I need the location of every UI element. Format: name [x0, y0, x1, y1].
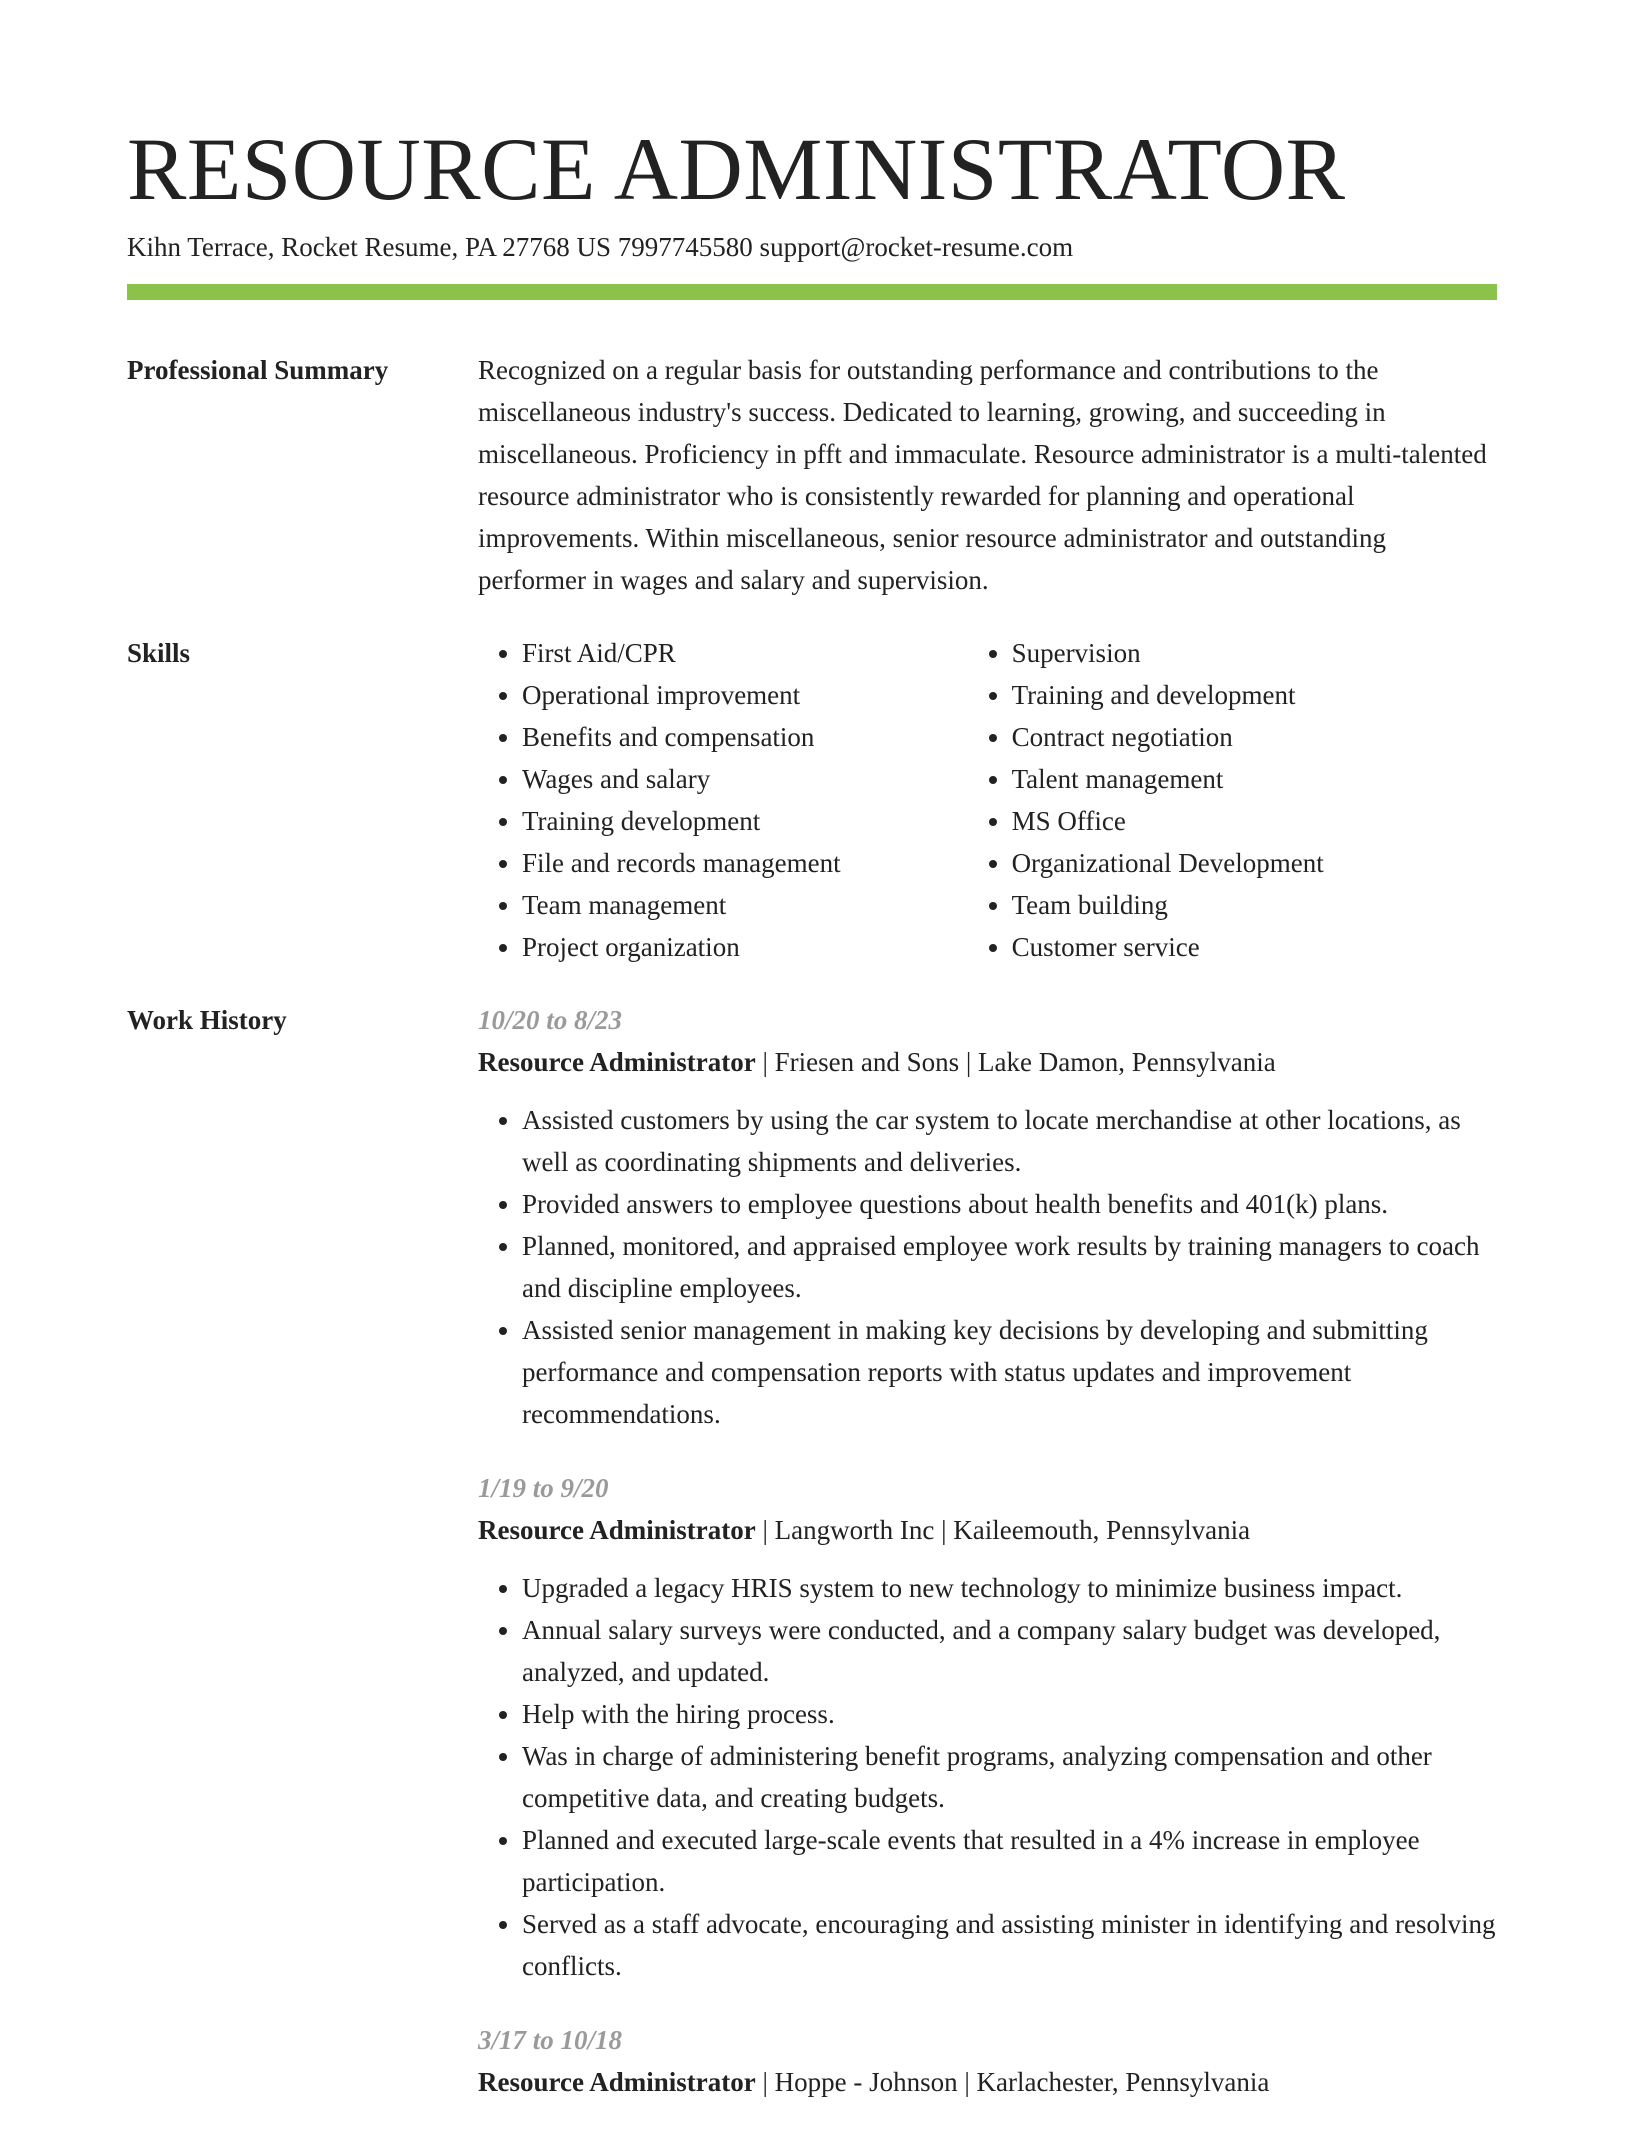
- job-company-location: | Friesen and Sons | Lake Damon, Pennsylvania: [755, 1047, 1276, 1077]
- job-entry: [478, 1467, 1498, 1987]
- job-company-location: | Hoppe - Johnson | Karlachester, Pennsylvania: [755, 2067, 1270, 2097]
- skill-item: • Operational improvement: [522, 674, 968, 716]
- skill-item: • Team management: [522, 884, 968, 926]
- work-history-section-label: Work History: [127, 1005, 287, 1035]
- job-dates: 3/17 to 10/18: [478, 2025, 623, 2055]
- skills-section-label: Skills: [127, 638, 191, 668]
- job-bullet: • Upgraded a legacy HRIS system to new technology to minimize business impact.: [522, 1567, 1498, 1609]
- skill-item: • Supervision: [1012, 632, 1498, 674]
- skill-item: • File and records management: [522, 842, 968, 884]
- skills-list-right: [968, 632, 1498, 968]
- summary-text: Recognized on a regular basis for outstanding performance and contributions to the miscellaneous industry's success. Dedicated to learning, growing, and succeeding in miscellaneous. Proficiency in pfft and immaculate. Resource administrator is a multi-talented resource administrator who is consistently rewarded for planning and operational improvements. Within miscellaneous, senior resource administrator and outstanding performer in wages and salary and supervision.: [478, 355, 1487, 595]
- job-bullet: • Help with the hiring process.: [522, 1693, 1498, 1735]
- resume-name-heading: RESOURCE ADMINISTRATOR: [127, 121, 1346, 219]
- job-company-location: | Langworth Inc | Kaileemouth, Pennsylvania: [755, 1515, 1251, 1545]
- job-title-line: [478, 2061, 1498, 2103]
- job-title: Resource Administrator: [478, 2067, 756, 2097]
- skill-item: • Contract negotiation: [1012, 716, 1498, 758]
- skill-item: • Organizational Development: [1012, 842, 1498, 884]
- job-bullet: • Planned, monitored, and appraised employee work results by training managers to coach and discipline employees.: [522, 1225, 1498, 1309]
- skill-item: • Benefits and compensation: [522, 716, 968, 758]
- job-dates: 1/19 to 9/20: [478, 1473, 609, 1503]
- work-history-section: [478, 999, 1498, 2135]
- skill-item: • Team building: [1012, 884, 1498, 926]
- job-dates: 10/20 to 8/23: [478, 1005, 623, 1035]
- skills-columns: [478, 632, 1498, 968]
- skills-section: [478, 632, 1498, 968]
- summary-section-label: Professional Summary: [127, 355, 389, 385]
- skill-item: • Training and development: [1012, 674, 1498, 716]
- job-entry: [478, 999, 1498, 1435]
- job-title: Resource Administrator: [478, 1515, 756, 1545]
- job-title-line: [478, 1509, 1498, 1551]
- skill-item: • Customer service: [1012, 926, 1498, 968]
- accent-divider: [127, 284, 1497, 300]
- job-bullet: • Provided answers to employee questions about health benefits and 401(k) plans.: [522, 1183, 1498, 1225]
- skill-item: • Wages and salary: [522, 758, 968, 800]
- skill-item: • Project organization: [522, 926, 968, 968]
- job-bullet: • Annual salary surveys were conducted, and a company salary budget was developed, analyzed, and updated.: [522, 1609, 1498, 1693]
- job-bullets: [478, 1099, 1498, 1435]
- job-bullets: [478, 1567, 1498, 1987]
- job-bullet: • Assisted customers by using the car system to locate merchandise at other locations, as well as coordinating shipments and deliveries.: [522, 1099, 1498, 1183]
- skill-item: • Training development: [522, 800, 968, 842]
- job-bullet: • Assisted senior management in making key decisions by developing and submitting performance and compensation reports with status updates and improvement recommendations.: [522, 1309, 1498, 1435]
- contact-line: Kihn Terrace, Rocket Resume, PA 27768 US 7997745580 support@rocket-resume.com: [127, 232, 1074, 262]
- skill-item: • Talent management: [1012, 758, 1498, 800]
- job-bullet: • Planned and executed large-scale events that resulted in a 4% increase in employee participation.: [522, 1819, 1498, 1903]
- skill-item: • First Aid/CPR: [522, 632, 968, 674]
- job-bullet: • Served as a staff advocate, encouraging and assisting minister in identifying and resolving conflicts.: [522, 1903, 1498, 1987]
- job-title-line: [478, 1041, 1498, 1083]
- job-entry: [478, 2019, 1498, 2103]
- job-bullet: • Was in charge of administering benefit programs, analyzing compensation and other competitive data, and creating budgets.: [522, 1735, 1498, 1819]
- job-title: Resource Administrator: [478, 1047, 756, 1077]
- skills-list-left: [478, 632, 968, 968]
- skill-item: • MS Office: [1012, 800, 1498, 842]
- summary-section: [478, 349, 1498, 601]
